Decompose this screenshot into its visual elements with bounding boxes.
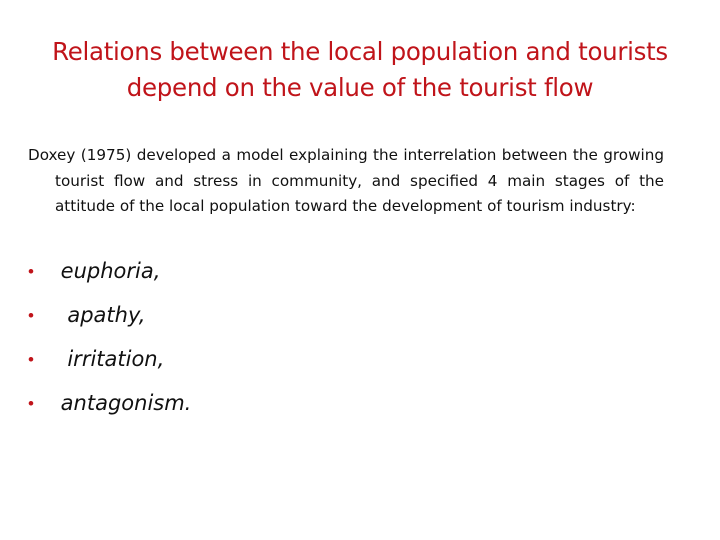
stage-label: antagonism. [54, 391, 192, 415]
intro-paragraph: Doxey (1975) developed a model explaining the interrelation between the growing tourist flow and stress in community, and specified 4 main stages of the attitude of the local population toward the development of tourism industry: [28, 146, 664, 215]
slide-title [0, 34, 720, 106]
stage-label: apathy, [54, 303, 146, 327]
stage-label: euphoria, [54, 259, 161, 283]
stage-item-euphoria [28, 249, 191, 293]
slide-title-line-1: Relations between the local population and tourists [52, 37, 668, 66]
bullet-icon: • [28, 305, 34, 325]
stage-item-apathy [28, 293, 191, 337]
stage-item-antagonism [28, 381, 191, 425]
stages-list [28, 249, 191, 425]
stage-item-irritation [28, 337, 191, 381]
bullet-icon: • [28, 261, 34, 281]
slide-title-line-2: depend on the value of the tourist flow [126, 73, 594, 102]
stage-label: irritation, [54, 347, 165, 371]
bullet-icon: • [28, 349, 34, 369]
bullet-icon: • [28, 393, 34, 413]
